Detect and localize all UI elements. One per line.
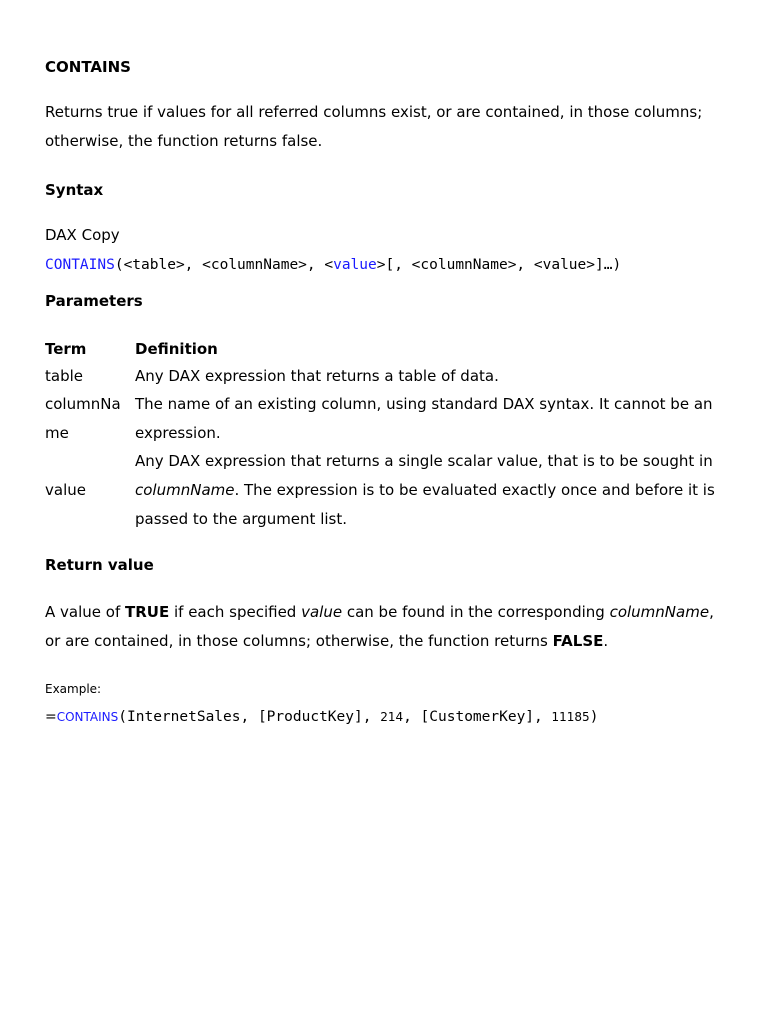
example-label: Example: [45,682,102,696]
return-text-3: can be found in the corresponding [342,603,610,621]
return-text-2: if each specified [169,603,302,621]
param-term-table: table [45,367,83,385]
return-text-4: , [709,603,714,621]
page-title: CONTAINS [45,58,131,76]
syntax-heading: Syntax [45,181,104,199]
param-term-value: value [45,481,86,499]
example-equals: = [45,709,57,725]
description-line-2: otherwise, the function returns false. [45,132,323,150]
return-value-italic: value [301,603,343,621]
example-code-part-1: (InternetSales, [ProductKey], [118,709,381,725]
syntax-code-part-1: (<table>, <columnName>, < [114,257,334,273]
column-header-term: Term [45,340,87,358]
column-header-definition: Definition [135,340,218,358]
return-text-5: or are contained, in those columns; otherwise, the function returns [45,632,553,650]
example-function-keyword: CONTAINS [56,710,119,724]
parameters-table [45,334,725,534]
example-number-2: 11185 [551,710,590,724]
syntax-code [45,255,621,275]
syntax-function-keyword: CONTAINS [45,257,115,273]
return-value-heading: Return value [45,556,154,574]
syntax-code-part-2: >[, <columnName>, <value>]…) [376,257,622,273]
param-def-value-b [135,476,725,505]
param-def-value-c: passed to the argument list. [135,510,347,528]
param-def-columnname-b: expression. [135,424,221,442]
return-text-6: . [603,632,609,650]
param-def-table: Any DAX expression that returns a table of data. [135,367,499,385]
code-language-label: DAX Copy [45,226,120,244]
param-def-value-rest: . The expression is to be evaluated exactly once and before it is [234,481,715,499]
syntax-param-value: value [333,257,377,273]
example-code-part-3: ) [589,709,599,725]
description-line-1: Returns true if values for all referred columns exist, or are contained, in those columns; [45,103,703,121]
return-columnname-italic: columnName [609,603,710,621]
param-def-value-a: Any DAX expression that returns a single scalar value, that is to be sought in [135,452,713,470]
param-def-columnname-a: The name of an existing column, using standard DAX syntax. It cannot be an [135,395,713,413]
param-term-columnname-a: columnNa [45,395,121,413]
example-code-part-2: , [CustomerKey], [403,709,552,725]
return-value-line-1 [45,598,714,627]
example-number-1: 214 [380,710,404,724]
example-code [45,707,598,727]
param-def-value-italic: columnName [135,481,235,499]
return-text-1: A value of [45,603,125,621]
return-false-bold: FALSE [552,632,604,650]
return-true-bold: TRUE [125,603,170,621]
return-value-line-2 [45,627,608,656]
parameters-heading: Parameters [45,292,143,310]
param-term-columnname-b: me [45,424,69,442]
